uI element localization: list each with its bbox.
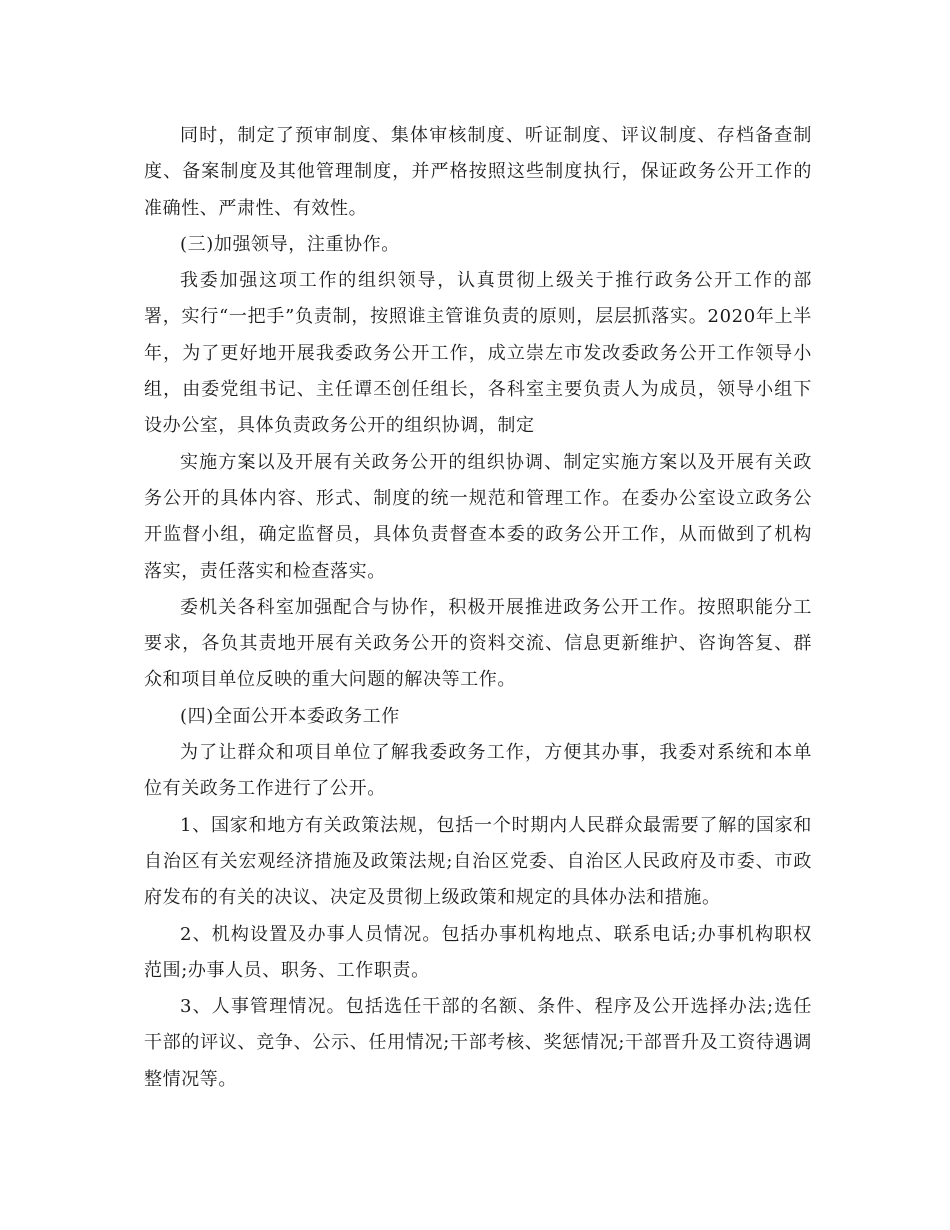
paragraph-5: 委机关各科室加强配合与协作，积极开展推进政务公开工作。按照职能分工要求，各负其责地开展有关政务公开的资料交流、信息更新维护、咨询答复、群众和项目单位反映的重大问题的解决等工作。	[144, 596, 812, 691]
section-heading-3: (三)加强领导，注重协作。	[180, 233, 400, 255]
paragraph-4: 实施方案以及开展有关政务公开的组织协调、制定实施方案以及开展有关政务公开的具体内容、形式、制度的统一规范和管理工作。在委办公室设立政务公开监督小组，确定监督员，具体负责督查本委的政务公开工作，从而做到了机构落实，责任落实和检查落实。	[144, 451, 812, 582]
paragraph-7: 为了让群众和项目单位了解我委政务工作，方便其办事，我委对系统和本单位有关政务工作进行了公开。	[144, 742, 812, 800]
list-item-2: 2、机构设置及办事人员情况。包括办事机构地点、联系电话;办事机构职权范围;办事人员、职务、工作职责。	[144, 923, 812, 981]
list-item-3: 3、人事管理情况。包括选任干部的名额、条件、程序及公开选择办法;选任干部的评议、竞争、公示、任用情况;干部考核、奖惩情况;干部晋升及工资待遇调整情况等。	[144, 996, 812, 1090]
list-item-1: 1、国家和地方有关政策法规，包括一个时期内人民群众最需要了解的国家和自治区有关宏观经济措施及政策法规;自治区党委、自治区人民政府及市委、市政府发布的有关的决议、决定及贯彻上级政策和规定的具体办法和措施。	[144, 814, 812, 909]
document-body	[144, 118, 812, 1098]
section-heading-4: (四)全面公开本委政务工作	[180, 705, 400, 727]
paragraph-1: 同时，制定了预审制度、集体审核制度、听证制度、评议制度、存档备查制度、备案制度及其他管理制度，并严格按照这些制度执行，保证政务公开工作的准确性、严肃性、有效性。	[144, 125, 812, 219]
paragraph-3: 我委加强这项工作的组织领导，认真贯彻上级关于推行政务公开工作的部署，实行“一把手”负责制，按照谁主管谁负责的原则，层层抓落实。2020年上半年，为了更好地开展我委政务公开工作，成立崇左市发改委政务公开工作领导小组，由委党组书记、主任谭丕创任组长，各科室主要负责人为成员，领导小组下设办公室，具体负责政务公开的组织协调，制定	[144, 270, 812, 437]
